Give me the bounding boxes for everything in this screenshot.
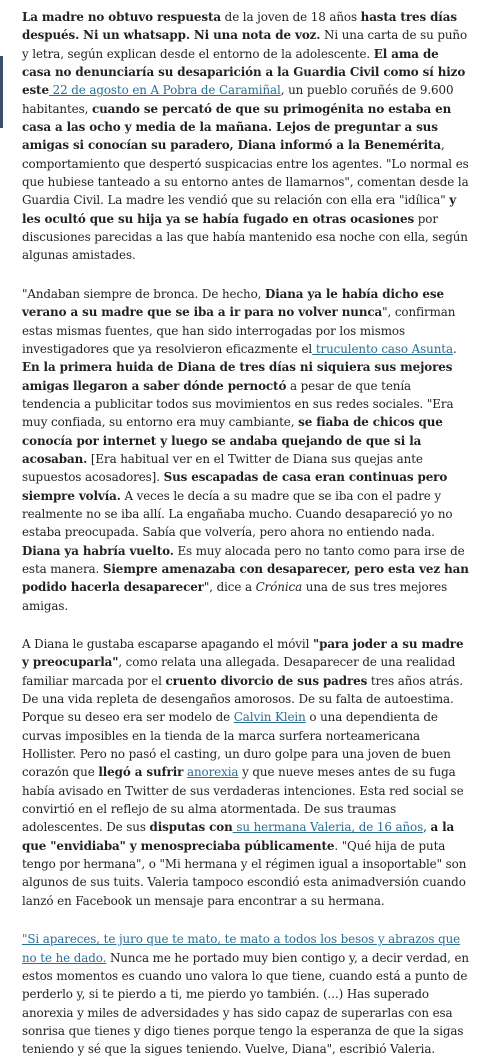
inline-link[interactable]: "Si apareces, te juro que te mato, te mato a todos los besos y abrazos que no te he dado. <box>22 932 461 965</box>
body-text: , como relata una allegada. Desaparecer de una realidad familiar marcada por el <box>22 655 456 688</box>
bold-text: "para joder a su madre y preocuparla" <box>22 637 464 670</box>
body-text: ", confirman estas mismas fuentes, que han sido interrogadas por los mismos investigadores que ya resolvieron eficazmente el <box>22 305 456 356</box>
body-text: , <box>423 820 431 835</box>
body-text: . <box>452 341 457 356</box>
body-text: . "Qué hija de puta tengo por hermana", o "Mi hermana y el régimen igual a insoportable" son algunos de sus tuits. Valeria tampoco escondió esta animadversión cuando lanzó en Facebook un mensaje para encontrar a su hermana. <box>22 838 467 908</box>
bold-text: Sus escapadas de casa eran continuas pero siempre volvía. <box>22 470 448 503</box>
paragraph-4 <box>22 930 471 1058</box>
inline-link[interactable]: su hermana Valeria, de 16 años <box>232 820 424 835</box>
bold-text: En la primera huida de Diana de tres días ni siquiera sus mejores amigas llegaron a saber dónde pernoctó <box>22 360 453 393</box>
body-text: A veces le decía a su madre que se iba con el padre y realmente no se iba allí. La engañaba mucho. Cuando desapareció yo no estaba preocupada. Sabía que volvería, pero ahora no entiendo nada. <box>22 488 453 540</box>
bold-text: se fiaba de chicos que conocía por internet y luego se andaba quejando de que si la acosaban. <box>22 415 443 466</box>
body-text: de la joven de 18 años <box>221 10 361 24</box>
italic-text: Crónica <box>255 580 303 595</box>
body-text: a pesar de que tenía tendencia a publicitar todos sus movimientos en sus redes sociales. "Era muy confiada, su entorno era muy cambiante, <box>22 378 454 430</box>
body-text: Nunca me he portado muy bien contigo y, a decir verdad, en estos momentos es cuando uno valora lo que tiene, cuando está a punto de perderlo y, si te pierdo a ti, me pierdo yo también. (...) Has superado anorexia y miles de adversidades y has sido capaz de superarlas con esa sonrisa que tienes y digo tienes porque tengo la esperanza de que la sigas teniendo y sé que la sigues teniendo. Vuelve, Diana", escribió Valeria. <box>22 950 469 1057</box>
body-text: A Diana le gustaba escaparse apagando el móvil <box>22 637 314 651</box>
bold-text: disputas con <box>149 820 233 835</box>
bold-text: Diana ya le había dicho ese verano a su madre que se iba a ir para no volver nunca <box>22 286 444 320</box>
body-text: , un pueblo coruñés de 9.600 habitantes, <box>22 83 454 116</box>
bold-text: llegó a sufrir <box>98 765 184 780</box>
bold-text: cruento divorcio de sus padres <box>165 673 368 688</box>
inline-link[interactable]: Calvin Klein <box>233 710 306 725</box>
body-text: y que nueve meses antes de su fuga había avisado en Twitter de sus verdaderas intenciones. Esta red social se convirtió en el reflejo de su alma atormentada. De sus traumas adolescentes. De sus <box>22 765 464 835</box>
body-text: tres años atrás. De una vida repleta de desengaños amorosos. De su falta de autoestima. Porque su deseo era ser modelo de <box>22 673 463 725</box>
body-text: [Era habitual ver en el Twitter de Diana sus quejas ante supuestos acosadores]. <box>22 451 423 485</box>
bold-text: La madre no obtuvo respuesta <box>22 10 221 24</box>
bold-text: hasta tres días después. Ni un whatsapp. Ni una nota de voz. <box>22 10 457 43</box>
bold-text: Siempre amenazaba con desaparecer, pero esta vez han podido hacerla desaparecer <box>22 561 469 595</box>
bold-text: y les ocultó que su hija ya se había fugado en otras ocasiones <box>22 193 457 226</box>
body-text: una de sus tres mejores amigas. <box>22 580 448 613</box>
body-text: Es muy alocada pero no tanto como para irse de esta manera. <box>22 543 465 576</box>
bold-text: El ama de casa no denunciaría su desaparición a la Guardia Civil como sí hizo este <box>22 46 466 98</box>
bold-text: a la que "envidiaba" y menospreciaba públicamente <box>22 820 455 853</box>
paragraph-1 <box>22 8 471 265</box>
body-text: o una dependienta de curvas imposibles en la tienda de la marca surfera norteamericana Hollister. Pero no pasó el casting, un duro golpe para una joven de buen corazón que <box>22 710 451 780</box>
paragraph-3 <box>22 635 471 910</box>
body-text: ", dice a <box>203 580 256 595</box>
paragraph-2 <box>22 285 471 615</box>
scroll-indicator <box>0 56 3 128</box>
inline-link[interactable]: truculento caso Asunta <box>312 341 453 356</box>
bold-text: cuando se percató de que su primogénita no estaba en casa a las ocho y media de la mañana. Lejos de preguntar a sus amigas si conocían su paradero, Diana informó a la Benemérita <box>22 101 452 153</box>
body-text: "Andaban siempre de bronca. De hecho, <box>22 286 266 301</box>
body-text: por discusiones parecidas a las que había mantenido esa noche con ella, según algunas amistades. <box>22 211 468 263</box>
bold-text: Diana ya habría vuelto. <box>22 543 174 558</box>
inline-link[interactable]: 22 de agosto en A Pobra de Caramiñal <box>48 83 281 98</box>
body-text: , comportamiento que despertó suspicacias entre los agentes. "Lo normal es que hubiese tanteado a su entorno antes de llamarnos", comentan desde la Guardia Civil. La madre les vendió que su relación con ella era "idílica" <box>22 138 469 208</box>
body-text: Ni una carta de su puño y letra, según explican desde el entorno de la adolescente. <box>22 28 468 61</box>
inline-link[interactable]: anorexia <box>186 765 239 780</box>
